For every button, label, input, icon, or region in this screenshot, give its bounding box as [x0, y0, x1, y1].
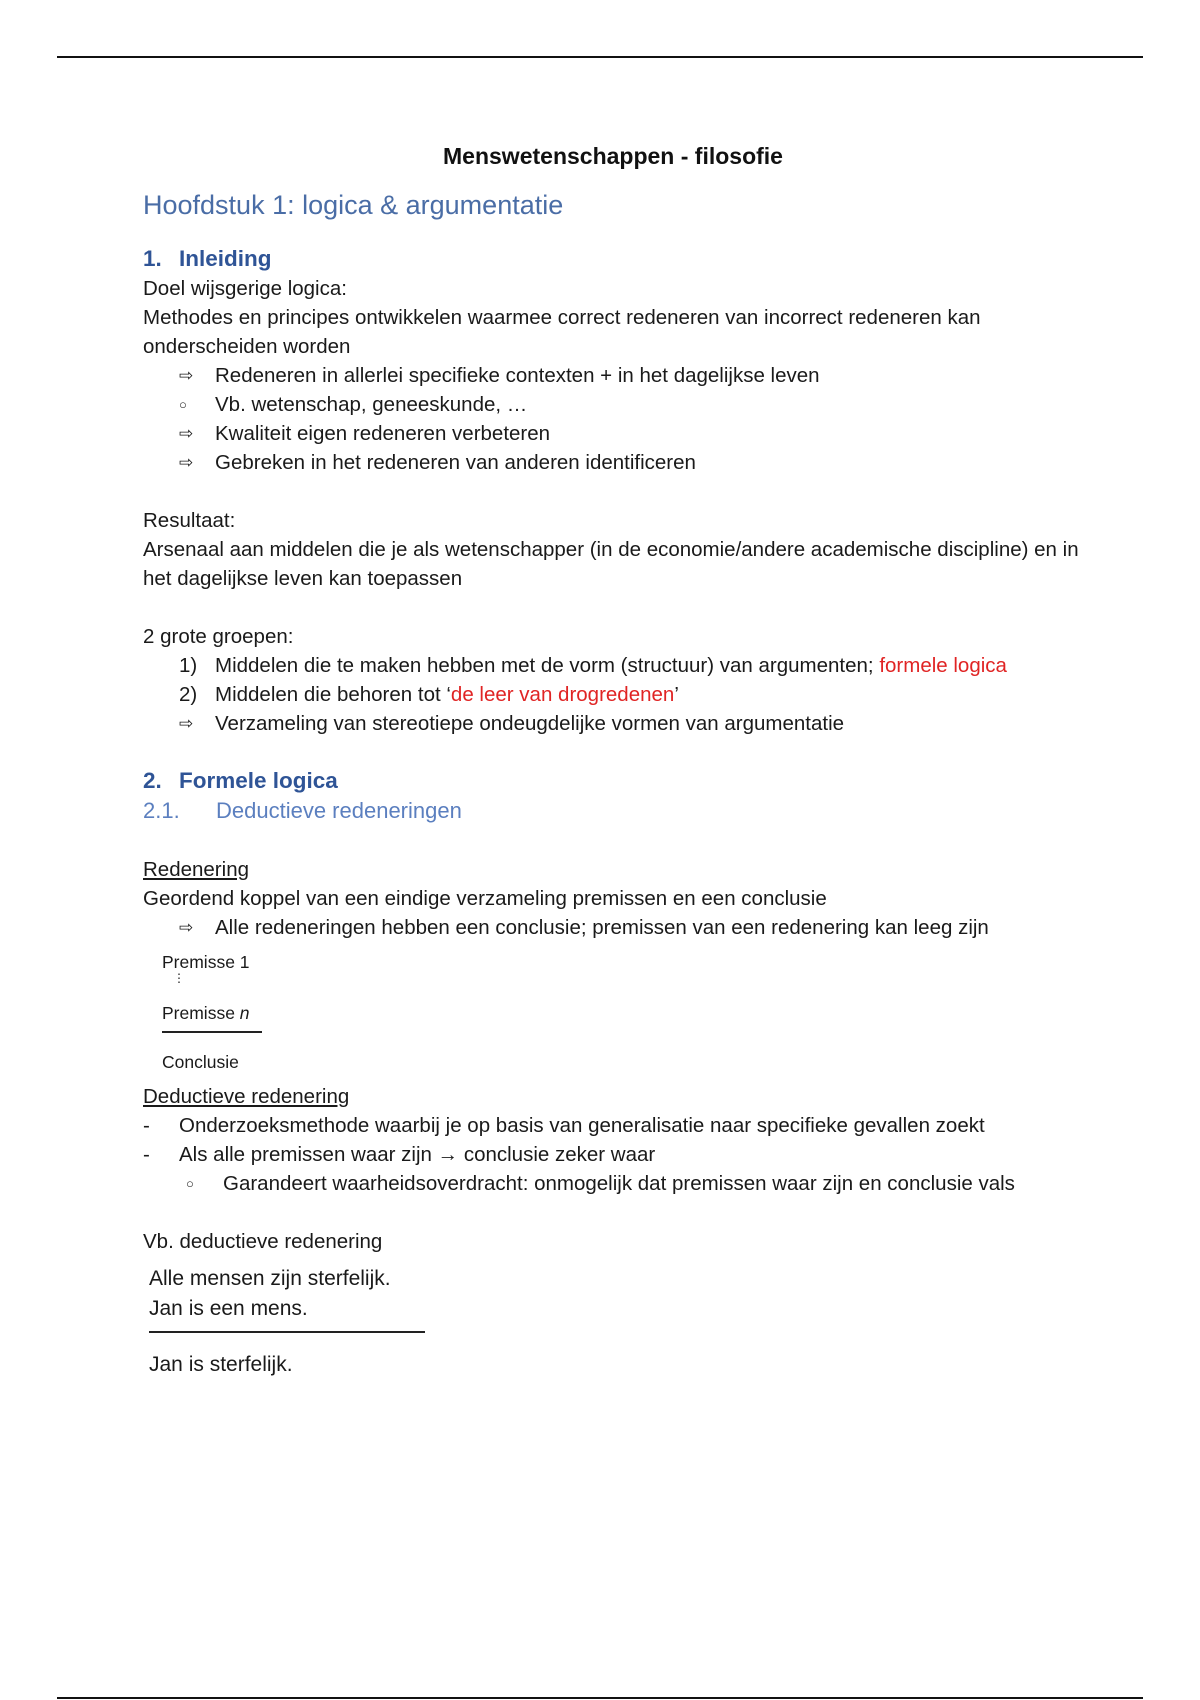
arrow-icon: ⇨: [179, 424, 194, 443]
item-text: Middelen die behoren tot ‘: [215, 683, 451, 706]
item-number: 1): [179, 654, 198, 677]
arrow-icon: ⇨: [179, 714, 194, 733]
section-heading-formele-logica: [143, 766, 1083, 796]
arrow-icon: ⇨: [179, 918, 194, 937]
section-heading-inleiding: [143, 244, 1083, 274]
dash-marker: -: [143, 1114, 150, 1137]
circle-bullet-icon: ○: [186, 1176, 194, 1191]
document-page: [143, 140, 1083, 1394]
dash-item: [143, 1111, 1083, 1140]
example-premisse-2: Jan is een mens.: [149, 1297, 308, 1320]
arrow-icon: ⇨: [179, 366, 194, 385]
section-number: 2.: [143, 768, 162, 793]
footer-rule: [57, 1697, 1143, 1699]
list-item-text: Kwaliteit eigen redeneren verbeteren: [215, 422, 551, 445]
list-item-text: Vb. wetenschap, geneeskunde, …: [215, 393, 528, 416]
list-item: [143, 709, 1083, 738]
dash-item: [143, 1140, 1083, 1169]
chapter-heading: Hoofdstuk 1: logica & argumentatie: [143, 190, 564, 220]
doel-label: Doel wijsgerige logica:: [143, 277, 347, 300]
dash-item-text: Als alle premissen waar zijn → conclusie zeker waar: [179, 1143, 656, 1166]
resultaat-text: Arsenaal aan middelen die je als wetenschapper (in de economie/andere academische discipline) en in het dagelijkse leven kan toepassen: [143, 538, 1079, 590]
dash-marker: -: [143, 1143, 150, 1166]
argument-schema: [162, 950, 1083, 1072]
highlight-term: de leer van drogredenen: [450, 683, 675, 706]
schema-conclusie: Conclusie: [162, 1052, 239, 1072]
header-rule: [57, 56, 1143, 58]
vertical-ellipsis-icon: ⋮: [173, 971, 185, 985]
list-item: [143, 913, 1083, 942]
item-number: 2): [179, 683, 198, 706]
voorbeeld-label: Vb. deductieve redenering: [143, 1230, 383, 1253]
numbered-item: [143, 651, 1083, 680]
resultaat-label: Resultaat:: [143, 509, 236, 532]
arrow-icon: ⇨: [179, 453, 194, 472]
premisse-n-prefix: Premisse: [162, 1003, 240, 1023]
section-title: Inleiding: [179, 246, 272, 271]
example-premisse-1: Alle mensen zijn sterfelijk.: [149, 1267, 391, 1290]
dash-item-text: Onderzoeksmethode waarbij je op basis van generalisatie naar specifieke gevallen zoekt: [179, 1114, 985, 1137]
redenering-text: Geordend koppel van een eindige verzameling premissen en een conclusie: [143, 887, 827, 910]
highlight-term: formele logica: [879, 654, 1007, 677]
example-conclusie: Jan is sterfelijk.: [149, 1353, 293, 1376]
sub-list-item: [143, 1169, 1083, 1198]
list-item-text: Verzameling van stereotiepe ondeugdelijke vormen van argumentatie: [215, 712, 845, 735]
numbered-item: [143, 680, 1083, 709]
deductief-label: Deductieve redenering: [143, 1085, 350, 1108]
circle-bullet-icon: ○: [179, 397, 187, 412]
document-title: Menswetenschappen - filosofie: [443, 143, 783, 169]
section-title: Formele logica: [179, 768, 338, 793]
schema-premisse-n: [162, 1001, 250, 1025]
premisse-n-variable: n: [239, 1003, 250, 1023]
schema-premisse-1: Premisse 1: [162, 952, 250, 972]
list-item-text: Redeneren in allerlei specifieke contexten + in het dagelijkse leven: [215, 364, 820, 387]
sub-list-item-text: Garandeert waarheidsoverdracht: onmogelijk dat premissen waar zijn en conclusie vals: [223, 1172, 1015, 1195]
redenering-label: Redenering: [143, 858, 249, 881]
section-number: 1.: [143, 246, 162, 271]
subsection-title: Deductieve redeneringen: [216, 798, 462, 823]
subsection-number: 2.1.: [143, 798, 180, 823]
example-argument: [149, 1264, 1083, 1394]
item-text-end: ’: [674, 683, 679, 706]
groepen-label: 2 grote groepen:: [143, 625, 294, 648]
list-item: [143, 361, 1083, 390]
list-item: [143, 419, 1083, 448]
inference-line: [149, 1331, 425, 1333]
subsection-heading: [143, 796, 1083, 826]
list-item: [143, 448, 1083, 477]
inference-line: [162, 1031, 262, 1033]
doel-text: Methodes en principes ontwikkelen waarmee correct redeneren van incorrect redeneren kan onderscheiden worden: [143, 306, 981, 358]
list-item: [143, 390, 1083, 419]
list-item-text: Alle redeneringen hebben een conclusie; premissen van een redenering kan leeg zijn: [215, 916, 989, 939]
item-text: Middelen die te maken hebben met de vorm (structuur) van argumenten;: [215, 654, 880, 677]
list-item-text: Gebreken in het redeneren van anderen identificeren: [215, 451, 696, 474]
